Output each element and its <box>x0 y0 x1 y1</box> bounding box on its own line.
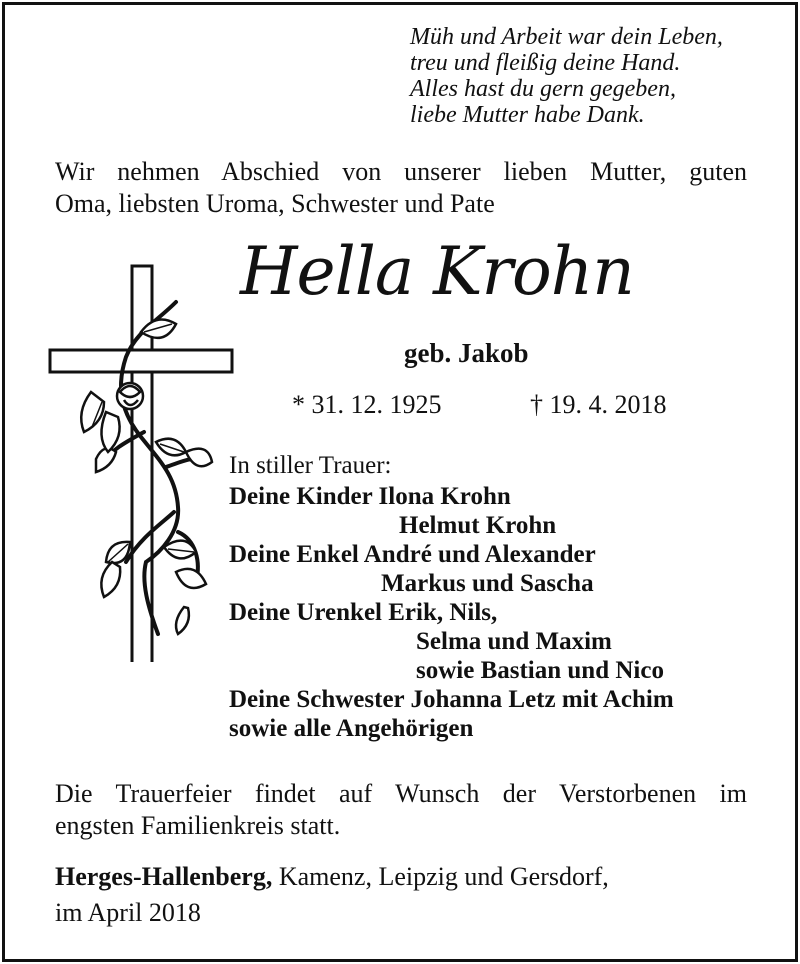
cross-with-rose-icon <box>46 262 236 662</box>
intro-text <box>55 156 747 220</box>
death-date: † 19. 4. 2018 <box>530 390 667 419</box>
mourner-line: Deine Kinder Ilona Krohn <box>229 483 511 510</box>
mourning-intro: In stiller Trauer: <box>229 452 392 479</box>
maiden-name: geb. Jakob <box>404 338 529 368</box>
ceremony-line: engsten Familienkreis statt. <box>55 811 341 840</box>
place-rest: Kamenz, Leipzig und Gersdorf, <box>272 862 609 891</box>
motto-line: liebe Mutter habe Dank. <box>410 102 645 128</box>
place-main: Herges-Hallenberg, <box>55 862 273 891</box>
motto-line: Alles hast du gern gegeben, <box>410 76 676 102</box>
mourner-line: sowie Bastian und Nico <box>416 657 664 684</box>
mourner-line: Deine Urenkel Erik, Nils, <box>229 599 498 626</box>
ceremony-line: Die Trauerfeier findet auf Wunsch der Verstorbenen im <box>55 779 747 808</box>
intro-line: Oma, liebsten Uroma, Schwester und Pate <box>55 189 495 218</box>
motto-line: Müh und Arbeit war dein Leben, <box>410 24 723 50</box>
intro-line: Wir nehmen Abschied von unserer lieben Mutter, guten <box>55 157 747 186</box>
mourner-line: Deine Enkel André und Alexander <box>229 541 596 568</box>
mourner-line: Selma und Maxim <box>416 628 612 655</box>
mourner-line: Markus und Sascha <box>381 570 594 597</box>
mourner-line: Deine Schwester Johanna Letz mit Achim <box>229 686 674 713</box>
birth-date: * 31. 12. 1925 <box>292 390 442 419</box>
place-line <box>55 862 609 892</box>
mourner-line: sowie alle Angehörigen <box>229 715 474 742</box>
motto-verse <box>410 24 790 128</box>
deceased-name: Hella Krohn <box>240 233 634 310</box>
mourner-line: Helmut Krohn <box>399 512 557 539</box>
motto-line: treu und fleißig deine Hand. <box>410 50 681 76</box>
notice-date: im April 2018 <box>55 898 201 927</box>
ceremony-notice <box>55 778 747 842</box>
